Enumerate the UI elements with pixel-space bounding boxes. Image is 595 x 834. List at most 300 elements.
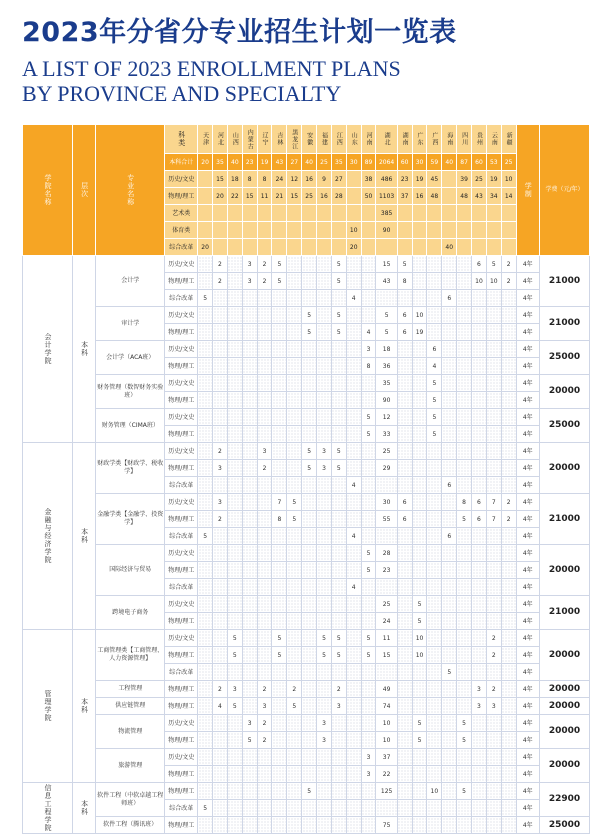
subject-cell: 物理/理工 bbox=[165, 562, 198, 579]
quota-cell bbox=[302, 426, 317, 443]
quota-cell: 3 bbox=[257, 698, 272, 715]
summary-label: 综合改革 bbox=[165, 239, 198, 256]
quota-cell bbox=[427, 273, 442, 290]
summary-value bbox=[227, 205, 242, 222]
fee-cell: 21000 bbox=[539, 256, 589, 307]
quota-cell bbox=[472, 375, 487, 392]
quota-cell: 3 bbox=[257, 443, 272, 460]
quota-cell bbox=[198, 732, 213, 749]
quota-cell bbox=[457, 358, 472, 375]
quota-cell: 10 bbox=[412, 647, 427, 664]
summary-value: 19 bbox=[257, 154, 272, 171]
quota-cell bbox=[346, 358, 361, 375]
summary-value bbox=[501, 222, 516, 239]
quota-cell bbox=[412, 426, 427, 443]
table-row bbox=[23, 375, 590, 392]
quota-cell: 12 bbox=[376, 409, 397, 426]
quota-cell: 5 bbox=[331, 460, 346, 477]
quota-cell bbox=[317, 273, 332, 290]
quota-cell bbox=[486, 307, 501, 324]
level-value: 本科 bbox=[72, 783, 95, 834]
quota-cell: 35 bbox=[376, 375, 397, 392]
quota-cell bbox=[412, 341, 427, 358]
quota-cell bbox=[302, 358, 317, 375]
quota-cell: 3 bbox=[317, 460, 332, 477]
subject-cell: 物理/理工 bbox=[165, 647, 198, 664]
province-header: 吉林 bbox=[272, 125, 287, 154]
quota-cell bbox=[472, 766, 487, 783]
table-row bbox=[23, 681, 590, 698]
summary-value: 14 bbox=[501, 188, 516, 205]
header-row-provinces bbox=[23, 125, 590, 154]
summary-value: 15 bbox=[242, 188, 257, 205]
quota-cell bbox=[501, 596, 516, 613]
quota-cell: 2 bbox=[287, 681, 302, 698]
quota-cell bbox=[198, 545, 213, 562]
subject-cell: 综合改革 bbox=[165, 290, 198, 307]
quota-cell: 3 bbox=[213, 460, 228, 477]
quota-cell bbox=[198, 749, 213, 766]
summary-value bbox=[472, 239, 487, 256]
quota-cell bbox=[472, 715, 487, 732]
quota-cell bbox=[213, 766, 228, 783]
summary-value bbox=[257, 205, 272, 222]
quota-cell: 2 bbox=[331, 681, 346, 698]
quota-cell bbox=[198, 511, 213, 528]
quota-cell: 2 bbox=[213, 256, 228, 273]
quota-cell bbox=[272, 613, 287, 630]
quota-cell bbox=[302, 715, 317, 732]
summary-value: 11 bbox=[257, 188, 272, 205]
province-header: 河南 bbox=[361, 125, 376, 154]
quota-cell bbox=[227, 596, 242, 613]
summary-value: 23 bbox=[242, 154, 257, 171]
quota-cell: 6 bbox=[397, 307, 412, 324]
quota-cell bbox=[427, 766, 442, 783]
summary-value: 39 bbox=[457, 171, 472, 188]
quota-cell bbox=[287, 273, 302, 290]
summary-value: 53 bbox=[486, 154, 501, 171]
quota-cell bbox=[198, 681, 213, 698]
quota-cell bbox=[227, 613, 242, 630]
quota-cell bbox=[501, 290, 516, 307]
page-title: 2023年分省分专业招生计划一览表 bbox=[22, 17, 457, 48]
quota-cell bbox=[242, 800, 257, 817]
summary-value bbox=[287, 239, 302, 256]
table-row bbox=[23, 783, 590, 800]
quota-cell bbox=[346, 562, 361, 579]
quota-cell bbox=[361, 817, 376, 834]
quota-cell bbox=[331, 358, 346, 375]
quota-cell bbox=[472, 647, 487, 664]
quota-cell bbox=[457, 307, 472, 324]
page-subtitle bbox=[22, 56, 401, 106]
years-cell: 4年 bbox=[516, 698, 539, 715]
summary-value: 89 bbox=[361, 154, 376, 171]
quota-cell bbox=[361, 375, 376, 392]
quota-cell bbox=[346, 800, 361, 817]
subtitle-line-2: BY PROVINCE AND SPECIALTY bbox=[22, 81, 342, 106]
quota-cell: 5 bbox=[317, 630, 332, 647]
quota-cell bbox=[412, 800, 427, 817]
subject-cell: 综合改革 bbox=[165, 664, 198, 681]
quota-cell: 90 bbox=[376, 392, 397, 409]
summary-value: 20 bbox=[198, 239, 213, 256]
quota-cell: 2 bbox=[213, 443, 228, 460]
summary-label: 体育类 bbox=[165, 222, 198, 239]
quota-cell: 2 bbox=[257, 681, 272, 698]
quota-cell: 5 bbox=[331, 443, 346, 460]
quota-cell: 8 bbox=[361, 358, 376, 375]
quota-cell bbox=[287, 545, 302, 562]
quota-cell bbox=[486, 545, 501, 562]
quota-cell bbox=[213, 477, 228, 494]
quota-cell: 36 bbox=[376, 358, 397, 375]
quota-cell bbox=[257, 511, 272, 528]
subject-cell: 物理/理工 bbox=[165, 698, 198, 715]
quota-cell bbox=[486, 409, 501, 426]
quota-cell bbox=[361, 273, 376, 290]
quota-cell bbox=[486, 715, 501, 732]
quota-cell: 4 bbox=[346, 290, 361, 307]
quota-cell: 3 bbox=[472, 698, 487, 715]
summary-value: 60 bbox=[472, 154, 487, 171]
subject-cell: 综合改革 bbox=[165, 528, 198, 545]
summary-value bbox=[457, 239, 472, 256]
quota-cell bbox=[501, 477, 516, 494]
quota-cell bbox=[213, 545, 228, 562]
quota-cell bbox=[242, 681, 257, 698]
quota-cell: 5 bbox=[331, 630, 346, 647]
summary-value: 40 bbox=[227, 154, 242, 171]
quota-cell bbox=[442, 273, 457, 290]
quota-cell bbox=[198, 307, 213, 324]
quota-cell bbox=[287, 783, 302, 800]
summary-value: 40 bbox=[302, 154, 317, 171]
quota-cell bbox=[346, 375, 361, 392]
summary-value: 15 bbox=[213, 171, 228, 188]
summary-value: 24 bbox=[272, 171, 287, 188]
quota-cell bbox=[213, 783, 228, 800]
quota-cell bbox=[242, 477, 257, 494]
summary-value bbox=[361, 222, 376, 239]
quota-cell bbox=[331, 511, 346, 528]
quota-cell bbox=[346, 647, 361, 664]
quota-cell bbox=[213, 290, 228, 307]
specialty-name: 软件工程（腾讯班） bbox=[96, 817, 165, 834]
quota-cell: 2 bbox=[257, 715, 272, 732]
summary-value bbox=[242, 205, 257, 222]
quota-cell bbox=[361, 698, 376, 715]
quota-cell bbox=[242, 341, 257, 358]
quota-cell bbox=[442, 392, 457, 409]
quota-cell bbox=[501, 715, 516, 732]
quota-cell bbox=[242, 392, 257, 409]
quota-cell bbox=[331, 341, 346, 358]
quota-cell bbox=[287, 256, 302, 273]
quota-cell bbox=[397, 358, 412, 375]
subject-cell: 历史/文史 bbox=[165, 443, 198, 460]
quota-cell bbox=[257, 290, 272, 307]
summary-value bbox=[198, 188, 213, 205]
quota-cell bbox=[287, 613, 302, 630]
quota-cell: 5 bbox=[302, 443, 317, 460]
quota-cell bbox=[198, 715, 213, 732]
quota-cell bbox=[397, 562, 412, 579]
quota-cell bbox=[302, 256, 317, 273]
quota-cell bbox=[331, 749, 346, 766]
quota-cell: 23 bbox=[376, 562, 397, 579]
quota-cell bbox=[227, 579, 242, 596]
quota-cell bbox=[472, 664, 487, 681]
summary-value: 40 bbox=[442, 239, 457, 256]
quota-cell: 6 bbox=[442, 290, 457, 307]
quota-cell bbox=[272, 307, 287, 324]
quota-cell bbox=[287, 375, 302, 392]
quota-cell bbox=[317, 783, 332, 800]
summary-label: 艺术类 bbox=[165, 205, 198, 222]
quota-cell bbox=[302, 681, 317, 698]
quota-cell bbox=[302, 562, 317, 579]
quota-cell bbox=[331, 783, 346, 800]
quota-cell bbox=[227, 392, 242, 409]
quota-cell bbox=[457, 477, 472, 494]
quota-cell bbox=[227, 715, 242, 732]
subtitle-line-1: A LIST OF 2023 ENROLLMENT PLANS bbox=[22, 56, 401, 81]
subject-cell: 物理/理工 bbox=[165, 273, 198, 290]
quota-cell bbox=[412, 392, 427, 409]
quota-cell bbox=[427, 664, 442, 681]
quota-cell bbox=[486, 290, 501, 307]
quota-cell bbox=[272, 443, 287, 460]
quota-cell: 6 bbox=[472, 256, 487, 273]
quota-cell bbox=[397, 290, 412, 307]
quota-cell bbox=[257, 766, 272, 783]
summary-value bbox=[346, 188, 361, 205]
quota-cell bbox=[501, 579, 516, 596]
specialty-name: 跨境电子商务 bbox=[96, 596, 165, 630]
quota-cell: 2 bbox=[501, 256, 516, 273]
quota-cell bbox=[272, 800, 287, 817]
level-value: 本科 bbox=[72, 256, 95, 443]
years-cell: 4年 bbox=[516, 783, 539, 800]
summary-value bbox=[317, 222, 332, 239]
summary-value bbox=[442, 222, 457, 239]
quota-cell: 4 bbox=[346, 528, 361, 545]
quota-cell: 5 bbox=[302, 460, 317, 477]
quota-cell bbox=[331, 562, 346, 579]
quota-cell bbox=[427, 579, 442, 596]
quota-cell bbox=[317, 324, 332, 341]
quota-cell bbox=[287, 817, 302, 834]
quota-cell bbox=[317, 766, 332, 783]
quota-cell bbox=[412, 579, 427, 596]
quota-cell bbox=[457, 630, 472, 647]
summary-value: 385 bbox=[376, 205, 397, 222]
quota-cell bbox=[346, 630, 361, 647]
quota-cell bbox=[213, 409, 228, 426]
subject-cell: 历史/文史 bbox=[165, 409, 198, 426]
quota-cell bbox=[272, 681, 287, 698]
quota-cell: 2 bbox=[501, 511, 516, 528]
quota-cell bbox=[501, 817, 516, 834]
quota-cell bbox=[257, 613, 272, 630]
quota-cell bbox=[346, 783, 361, 800]
quota-cell bbox=[442, 630, 457, 647]
summary-value bbox=[457, 222, 472, 239]
quota-cell bbox=[317, 681, 332, 698]
summary-label: 本科合计 bbox=[165, 154, 198, 171]
quota-cell: 8 bbox=[457, 494, 472, 511]
quota-cell bbox=[302, 528, 317, 545]
quota-cell bbox=[317, 494, 332, 511]
summary-value: 87 bbox=[457, 154, 472, 171]
quota-cell bbox=[287, 562, 302, 579]
quota-cell bbox=[427, 460, 442, 477]
quota-cell bbox=[198, 647, 213, 664]
quota-cell bbox=[472, 545, 487, 562]
summary-value: 25 bbox=[317, 154, 332, 171]
summary-value: 27 bbox=[287, 154, 302, 171]
quota-cell bbox=[272, 817, 287, 834]
summary-label: 历史/文史 bbox=[165, 171, 198, 188]
quota-cell bbox=[427, 732, 442, 749]
quota-cell bbox=[457, 460, 472, 477]
subject-cell: 历史/文史 bbox=[165, 596, 198, 613]
summary-value bbox=[213, 239, 228, 256]
quota-cell bbox=[501, 409, 516, 426]
summary-value: 16 bbox=[302, 171, 317, 188]
quota-cell bbox=[397, 613, 412, 630]
quota-cell: 3 bbox=[227, 681, 242, 698]
quota-cell bbox=[472, 749, 487, 766]
summary-value: 19 bbox=[412, 171, 427, 188]
quota-cell bbox=[227, 664, 242, 681]
summary-value bbox=[397, 239, 412, 256]
quota-cell bbox=[198, 375, 213, 392]
quota-cell bbox=[457, 562, 472, 579]
quota-cell bbox=[457, 341, 472, 358]
quota-cell bbox=[331, 732, 346, 749]
summary-value: 16 bbox=[412, 188, 427, 205]
quota-cell bbox=[302, 511, 317, 528]
quota-cell bbox=[272, 426, 287, 443]
quota-cell bbox=[346, 545, 361, 562]
quota-cell bbox=[272, 528, 287, 545]
quota-cell bbox=[213, 579, 228, 596]
quota-cell bbox=[198, 596, 213, 613]
quota-cell: 6 bbox=[397, 511, 412, 528]
subject-cell: 物理/理工 bbox=[165, 511, 198, 528]
quota-cell bbox=[397, 426, 412, 443]
quota-cell: 5 bbox=[331, 273, 346, 290]
quota-cell: 6 bbox=[442, 528, 457, 545]
quota-cell bbox=[227, 511, 242, 528]
fee-cell: 20000 bbox=[539, 630, 589, 681]
quota-cell bbox=[287, 460, 302, 477]
quota-cell bbox=[213, 749, 228, 766]
quota-cell bbox=[317, 392, 332, 409]
quota-cell bbox=[501, 358, 516, 375]
quota-cell bbox=[227, 375, 242, 392]
quota-cell bbox=[227, 273, 242, 290]
quota-cell bbox=[198, 562, 213, 579]
quota-cell: 25 bbox=[376, 596, 397, 613]
quota-cell bbox=[242, 613, 257, 630]
quota-cell: 55 bbox=[376, 511, 397, 528]
quota-cell bbox=[501, 426, 516, 443]
years-cell: 4年 bbox=[516, 664, 539, 681]
summary-value bbox=[257, 239, 272, 256]
quota-cell bbox=[501, 460, 516, 477]
province-header: 内蒙古 bbox=[242, 125, 257, 154]
quota-cell bbox=[213, 715, 228, 732]
quota-cell: 4 bbox=[346, 477, 361, 494]
quota-cell bbox=[442, 426, 457, 443]
quota-cell bbox=[472, 307, 487, 324]
years-cell: 4年 bbox=[516, 681, 539, 698]
quota-cell bbox=[302, 647, 317, 664]
fee-cell: 21000 bbox=[539, 494, 589, 545]
subject-cell: 历史/文史 bbox=[165, 545, 198, 562]
quota-cell bbox=[442, 800, 457, 817]
province-header: 山东 bbox=[346, 125, 361, 154]
quota-cell bbox=[317, 528, 332, 545]
table-row bbox=[23, 715, 590, 732]
quota-cell bbox=[346, 409, 361, 426]
quota-cell bbox=[272, 341, 287, 358]
quota-cell bbox=[457, 256, 472, 273]
summary-value: 38 bbox=[361, 171, 376, 188]
quota-cell bbox=[242, 307, 257, 324]
province-header: 河北 bbox=[213, 125, 228, 154]
quota-cell: 5 bbox=[302, 783, 317, 800]
level-value: 本科 bbox=[72, 443, 95, 630]
level-value: 本科 bbox=[72, 630, 95, 783]
table-row bbox=[23, 596, 590, 613]
quota-cell bbox=[397, 732, 412, 749]
quota-cell bbox=[257, 392, 272, 409]
quota-cell: 5 bbox=[242, 732, 257, 749]
subject-cell: 物理/理工 bbox=[165, 324, 198, 341]
quota-cell: 7 bbox=[486, 511, 501, 528]
quota-cell bbox=[302, 290, 317, 307]
specialty-name: 工程管理 bbox=[96, 681, 165, 698]
quota-cell bbox=[457, 647, 472, 664]
quota-cell bbox=[361, 681, 376, 698]
quota-cell bbox=[486, 341, 501, 358]
quota-cell bbox=[272, 358, 287, 375]
subject-cell: 综合改革 bbox=[165, 800, 198, 817]
quota-cell bbox=[457, 290, 472, 307]
quota-cell: 5 bbox=[198, 800, 213, 817]
table-row bbox=[23, 817, 590, 834]
quota-cell bbox=[227, 477, 242, 494]
quota-cell: 2 bbox=[213, 511, 228, 528]
years-cell: 4年 bbox=[516, 579, 539, 596]
quota-cell bbox=[442, 681, 457, 698]
subject-cell: 历史/文史 bbox=[165, 256, 198, 273]
quota-cell bbox=[287, 749, 302, 766]
quota-cell: 8 bbox=[272, 511, 287, 528]
quota-cell bbox=[317, 256, 332, 273]
summary-value: 60 bbox=[397, 154, 412, 171]
summary-value bbox=[427, 205, 442, 222]
quota-cell bbox=[346, 766, 361, 783]
quota-cell: 6 bbox=[427, 341, 442, 358]
quota-cell bbox=[442, 732, 457, 749]
quota-cell bbox=[397, 749, 412, 766]
